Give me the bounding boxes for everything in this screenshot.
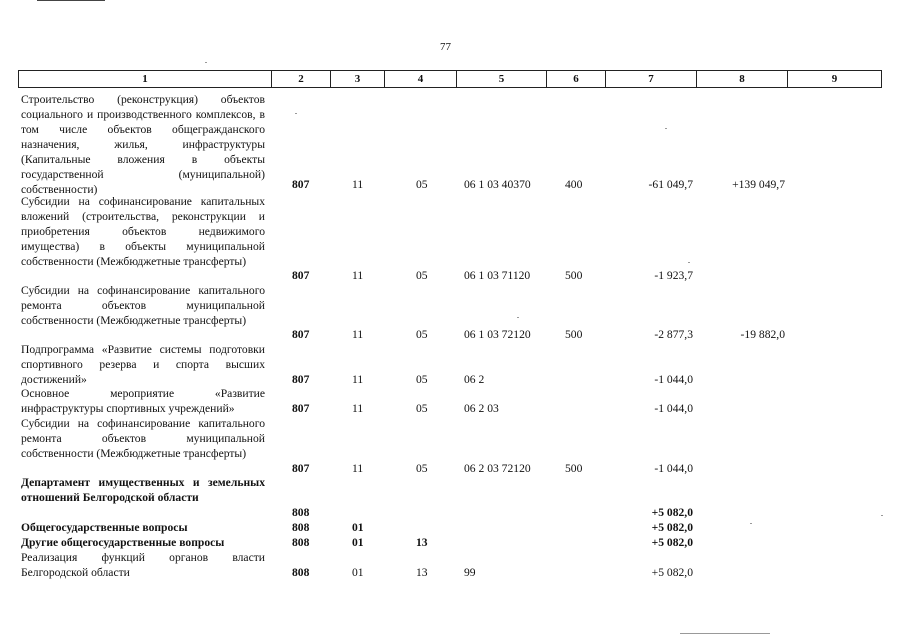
row-description: Департамент имущественных и земельных отношений Белгородской области: [21, 476, 265, 504]
row-amount-7: +5 082,0: [651, 536, 693, 549]
row-subsection: 05: [416, 269, 428, 282]
row-section: 11: [352, 462, 364, 475]
row-target-article: 06 2 03 72120: [464, 462, 531, 475]
row-target-article: 06 1 03 72120: [464, 328, 531, 341]
row-section: 01: [352, 521, 364, 534]
row-section: 11: [352, 328, 364, 341]
row-subsection: 13: [416, 536, 428, 549]
row-expense-type: 400: [565, 178, 583, 191]
scan-speck: [750, 523, 752, 524]
row-amount-7: -1 044,0: [654, 373, 693, 386]
row-amount-7: +5 082,0: [651, 521, 693, 534]
row-subsection: 05: [416, 373, 428, 386]
header-col-9: 9: [787, 70, 882, 88]
scan-speck: [295, 113, 297, 114]
row-subsection: 13: [416, 566, 428, 579]
header-col-4: 4: [384, 70, 457, 88]
row-target-article: 06 1 03 71120: [464, 269, 531, 282]
row-expense-type: 500: [565, 269, 583, 282]
row-subsection: 05: [416, 402, 428, 415]
row-description: Субсидии на софинансирование капитального ремонта объектов муниципальной собственности (Межбюджетные трансферты): [21, 284, 265, 327]
row-ministry-code: 807: [292, 462, 310, 475]
row-amount-7: -1 044,0: [654, 462, 693, 475]
row-section: 11: [352, 402, 364, 415]
row-ministry-code: 807: [292, 178, 310, 191]
header-col-8: 8: [696, 70, 788, 88]
row-amount-7: +5 082,0: [651, 566, 693, 579]
row-subsection: 05: [416, 328, 428, 341]
row-ministry-code: 807: [292, 402, 310, 415]
row-target-article: 99: [464, 566, 476, 579]
row-ministry-code: 807: [292, 328, 310, 341]
row-target-article: 06 2 03: [464, 402, 499, 415]
row-description: Строительство (реконструкция) объектов социального и производственного комплексов, в том числе объектов общегражданского назначения, жилья, инфраструктуры (Капитальные вложения в объекты государственной (муниципальной) собственности): [21, 93, 265, 196]
row-subsection: 05: [416, 462, 428, 475]
row-description: Реализация функций органов власти Белгородской области: [21, 551, 265, 579]
row-description: Субсидии на софинансирование капитального ремонта объектов муниципальной собственности (Межбюджетные трансферты): [21, 417, 265, 460]
row-description: Подпрограмма «Развитие системы подготовки спортивного резерва и спорта высших достижений»: [21, 343, 265, 386]
scan-speck: [881, 515, 883, 516]
row-expense-type: 500: [565, 462, 583, 475]
row-amount-7: -61 049,7: [648, 178, 693, 191]
row-section: 11: [352, 269, 364, 282]
row-amount-8: +139 049,7: [732, 178, 785, 191]
row-ministry-code: 808: [292, 521, 310, 534]
row-amount-7: -1 044,0: [654, 402, 693, 415]
row-amount-7: -1 923,7: [654, 269, 693, 282]
scan-speck: [665, 128, 667, 129]
page-number: 77: [440, 41, 451, 53]
row-ministry-code: 808: [292, 536, 310, 549]
row-section: 11: [352, 373, 364, 386]
scan-speck: [688, 262, 690, 263]
row-target-article: 06 2: [464, 373, 485, 386]
top-rule: [37, 0, 105, 1]
row-ministry-code: 808: [292, 506, 310, 519]
scan-speck: [517, 317, 519, 318]
row-description: Другие общегосударственные вопросы: [21, 536, 225, 549]
row-description: Субсидии на софинансирование капитальных вложений (строительства, реконструкции и приобретения объектов недвижимого имущества) в объекты муниципальной собственности (Межбюджетные трансферты): [21, 195, 265, 268]
row-target-article: 06 1 03 40370: [464, 178, 531, 191]
row-subsection: 05: [416, 178, 428, 191]
scan-speck: [205, 62, 207, 63]
row-section: 01: [352, 536, 364, 549]
row-amount-7: -2 877,3: [654, 328, 693, 341]
row-expense-type: 500: [565, 328, 583, 341]
bottom-rule: [680, 633, 770, 634]
row-ministry-code: 808: [292, 566, 310, 579]
header-col-7: 7: [605, 70, 697, 88]
row-section: 01: [352, 566, 364, 579]
header-col-5: 5: [456, 70, 547, 88]
header-col-3: 3: [330, 70, 385, 88]
row-section: 11: [352, 178, 364, 191]
row-description: Основное мероприятие «Развитие инфраструктуры спортивных учреждений»: [21, 387, 265, 415]
row-ministry-code: 807: [292, 269, 310, 282]
row-ministry-code: 807: [292, 373, 310, 386]
header-col-2: 2: [271, 70, 331, 88]
row-amount-7: +5 082,0: [651, 506, 693, 519]
row-amount-8: -19 882,0: [740, 328, 785, 341]
row-description: Общегосударственные вопросы: [21, 521, 188, 534]
header-col-1: 1: [18, 70, 272, 88]
header-col-6: 6: [546, 70, 606, 88]
